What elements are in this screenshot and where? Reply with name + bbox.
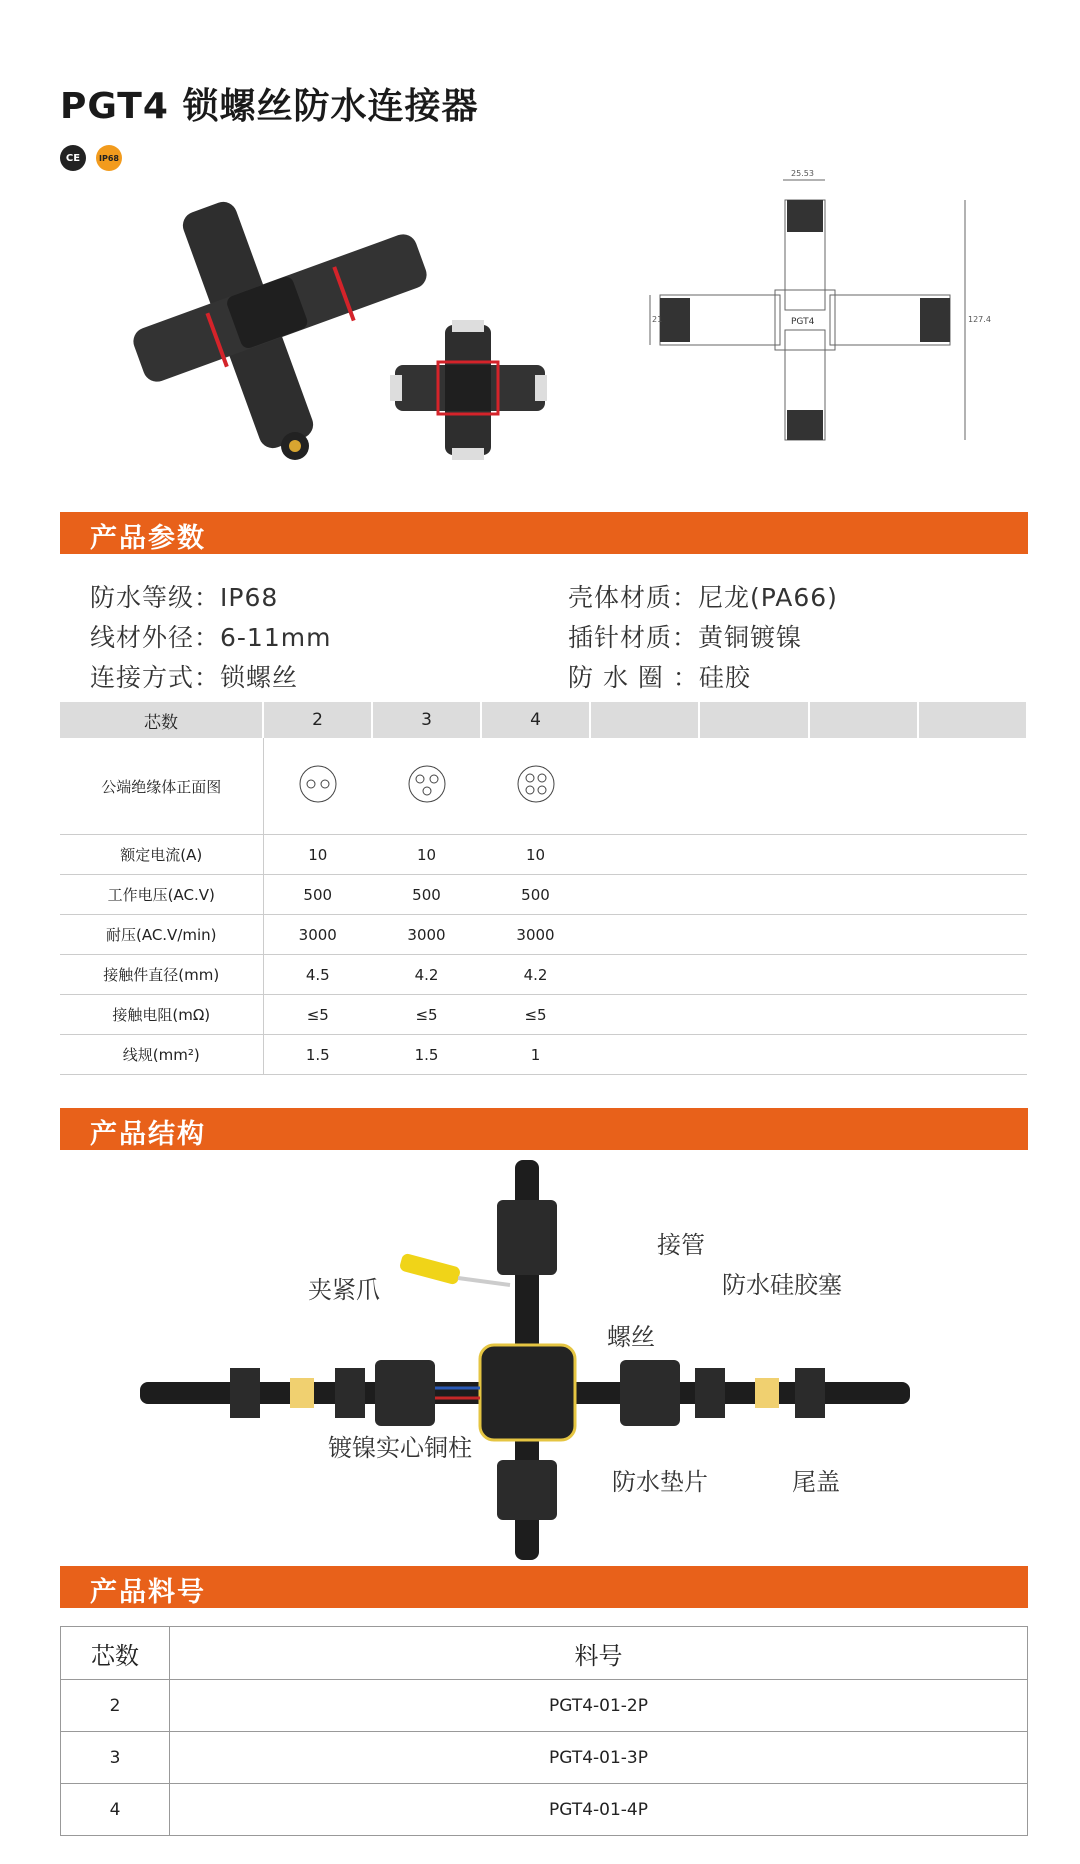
spec-empty bbox=[590, 875, 1027, 915]
label-tail: 尾盖 bbox=[792, 1468, 840, 1496]
spec-row bbox=[60, 955, 1027, 995]
part-row bbox=[61, 1732, 1028, 1784]
part-cores: 2 bbox=[61, 1680, 170, 1732]
ip68-badge: IP68 bbox=[96, 145, 122, 171]
core-label: PGT4 bbox=[791, 317, 815, 327]
spec-cell: 1.5 bbox=[263, 1035, 372, 1075]
spec-header-cell: 3 bbox=[372, 702, 481, 738]
part-number: PGT4-01-2P bbox=[170, 1680, 1028, 1732]
pin-diagram-4 bbox=[481, 738, 590, 835]
structure-diagram bbox=[140, 1160, 920, 1560]
label-seal-plug: 防水硅胶塞 bbox=[722, 1271, 842, 1299]
part-cores: 3 bbox=[61, 1732, 170, 1784]
spec-row-label: 额定电流(A) bbox=[60, 835, 263, 875]
spec-cell: 10 bbox=[481, 835, 590, 875]
spec-header-empty bbox=[809, 702, 918, 738]
part-number: PGT4-01-3P bbox=[170, 1732, 1028, 1784]
spec-pin-label: 公端绝缘体正面图 bbox=[60, 738, 263, 835]
spec-header-cell: 2 bbox=[263, 702, 372, 738]
spec-cell: 4.5 bbox=[263, 955, 372, 995]
spec-header-empty bbox=[918, 702, 1027, 738]
part-header-row bbox=[61, 1627, 1028, 1680]
spec-header-empty bbox=[590, 702, 699, 738]
spec-cell: 3000 bbox=[263, 915, 372, 955]
label-copper: 镀镍实心铜柱 bbox=[328, 1434, 472, 1462]
page-title: PGT4 锁螺丝防水连接器 bbox=[60, 86, 479, 127]
spec-table bbox=[60, 702, 1028, 1075]
spec-cell: 1 bbox=[481, 1035, 590, 1075]
connector-small-image bbox=[390, 320, 560, 460]
spec-empty bbox=[590, 835, 1027, 875]
dim-top: 25.53 bbox=[791, 169, 814, 178]
spec-cell: 3000 bbox=[372, 915, 481, 955]
spec-cell: 3000 bbox=[481, 915, 590, 955]
pin-diagram-3 bbox=[372, 738, 481, 835]
spec-row bbox=[60, 875, 1027, 915]
spec-empty bbox=[590, 955, 1027, 995]
label-gasket: 防水垫片 bbox=[612, 1468, 708, 1496]
spec-cell: 500 bbox=[263, 875, 372, 915]
technical-drawing bbox=[645, 169, 991, 470]
param-cable-diameter: 线材外径：6-11mm bbox=[90, 623, 332, 652]
spec-row-label: 耐压(AC.V/min) bbox=[60, 915, 263, 955]
connector-large-image bbox=[129, 198, 430, 460]
spec-empty bbox=[590, 1035, 1027, 1075]
spec-cell: 10 bbox=[372, 835, 481, 875]
part-row bbox=[61, 1680, 1028, 1732]
spec-cell: ≤5 bbox=[263, 995, 372, 1035]
spec-empty bbox=[590, 995, 1027, 1035]
spec-row-label: 工作电压(AC.V) bbox=[60, 875, 263, 915]
spec-row-label: 线规(mm²) bbox=[60, 1035, 263, 1075]
part-cores: 4 bbox=[61, 1784, 170, 1836]
section-parts bbox=[60, 1566, 1028, 1608]
param-pin-material: 插针材质：黄铜镀镍 bbox=[568, 623, 803, 652]
section-params-label: 产品参数 bbox=[90, 523, 206, 554]
spec-row bbox=[60, 835, 1027, 875]
part-row bbox=[61, 1784, 1028, 1836]
label-pipe: 接管 bbox=[657, 1231, 705, 1259]
spec-empty bbox=[590, 915, 1027, 955]
spec-row bbox=[60, 1035, 1027, 1075]
param-connection: 连接方式：锁螺丝 bbox=[90, 663, 299, 692]
spec-header-cell: 4 bbox=[481, 702, 590, 738]
spec-header-row bbox=[60, 702, 1027, 738]
section-parts-label: 产品料号 bbox=[90, 1577, 206, 1608]
spec-cell: 4.2 bbox=[372, 955, 481, 995]
part-header-number: 料号 bbox=[170, 1627, 1028, 1680]
spec-row bbox=[60, 995, 1027, 1035]
spec-cell: ≤5 bbox=[481, 995, 590, 1035]
spec-cell: 1.5 bbox=[372, 1035, 481, 1075]
param-housing: 壳体材质：尼龙(PA66) bbox=[568, 583, 838, 612]
ce-badge: CE bbox=[60, 145, 86, 171]
section-structure-label: 产品结构 bbox=[90, 1119, 206, 1150]
spec-row bbox=[60, 915, 1027, 955]
spec-cell: 10 bbox=[263, 835, 372, 875]
section-params bbox=[60, 512, 1028, 554]
param-seal: 防 水 圈 ：硅胶 bbox=[568, 663, 751, 692]
dim-left: 21 bbox=[652, 315, 663, 324]
part-header-cores: 芯数 bbox=[61, 1627, 170, 1680]
spec-header-empty bbox=[699, 702, 808, 738]
part-number: PGT4-01-4P bbox=[170, 1784, 1028, 1836]
dim-right: 127.4 bbox=[968, 315, 991, 324]
spec-cell: 500 bbox=[372, 875, 481, 915]
part-table bbox=[60, 1626, 1028, 1836]
param-waterproof: 防水等级：IP68 bbox=[90, 583, 279, 612]
pin-diagram-2 bbox=[263, 738, 372, 835]
spec-header-label: 芯数 bbox=[60, 702, 263, 738]
spec-pin-row bbox=[60, 738, 1027, 835]
spec-empty bbox=[590, 738, 1027, 835]
label-clamp: 夹紧爪 bbox=[308, 1276, 380, 1304]
spec-cell: 4.2 bbox=[481, 955, 590, 995]
spec-row-label: 接触件直径(mm) bbox=[60, 955, 263, 995]
spec-cell: ≤5 bbox=[372, 995, 481, 1035]
section-structure bbox=[60, 1108, 1028, 1150]
spec-cell: 500 bbox=[481, 875, 590, 915]
spec-row-label: 接触电阻(mΩ) bbox=[60, 995, 263, 1035]
label-screw: 螺丝 bbox=[607, 1323, 655, 1351]
